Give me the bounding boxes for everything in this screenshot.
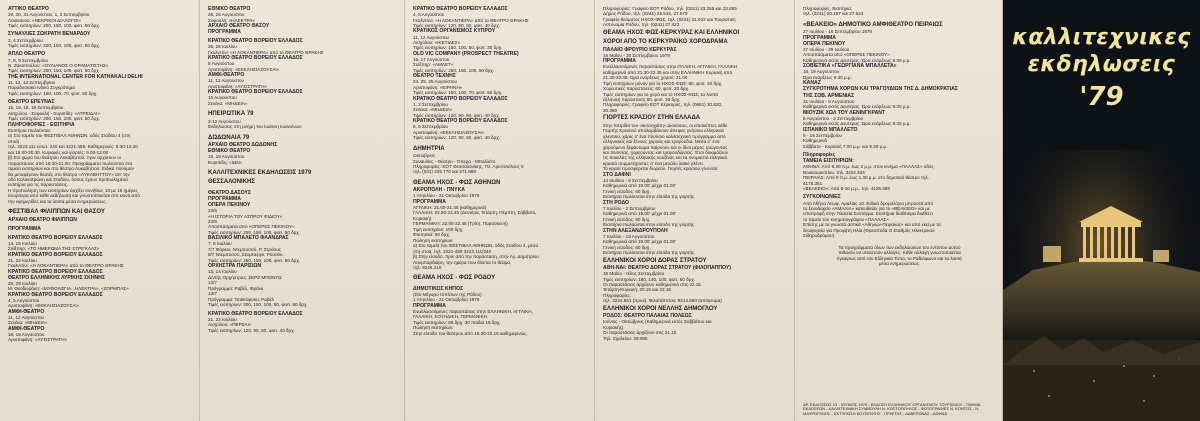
text-line: στοά) — [8, 138, 20, 144]
section-heading: ΑΡΧΑΙΟ ΘΕΑΤΡΟ ΦΙΛΙΠΠΩΝ — [8, 216, 77, 223]
section-heading: ΕΘΝΙΚΟ ΘΕΑΤΡΟ — [208, 148, 251, 154]
text-line: 21, 22 Ιουλίου — [8, 257, 37, 263]
text-line: Τιμές εισιτηρίων: 250, 150, 100, φοιτ. 50 δρχ. — [208, 229, 301, 235]
text-line: 7 Ιουλίου - 19 Αυγούστου — [603, 233, 655, 239]
text-line: Τιμές εισιτηρίων: 60 δρχ. 30 παιδιά 15 δρχ. — [413, 319, 501, 325]
section-heading: ΙΣΠΑΝΙΚΟ ΜΠΑΛΛΕΤΟ — [803, 126, 858, 133]
text-line: Τιμές εισιτηρίων: 200, 150, 100, φοιτ. 50 δρχ. — [8, 23, 101, 28]
text-line: Εκδηλώσεις στη μνήμη του Ιωάννη Ιωαννίνων — [208, 124, 302, 130]
section-heading: ΚΡΑΤΙΚΟ ΘΕΑΤΡΟ ΒΟΡΕΙΟΥ ΕΛΛΑΔΟΣ — [8, 291, 103, 298]
text-line: 11, 12, 13 Σεπτεμβρίου — [8, 80, 56, 85]
text-line: Τιμές εισιτηρίων: 250, 150, 100, 50 δρχ. — [413, 67, 495, 73]
section-heading: ΕΛΛΗΝΙΚΟΙ ΧΟΡΟΙ ΝΕΛΛΗΣ ΔΗΜΟΓΛΟΥ — [603, 305, 718, 312]
section-heading: ΚΡΑΤΙΚΟ ΘΕΑΤΡΟ ΒΟΡΕΙΟΥ ΕΛΛΑΔΟΣ — [208, 55, 303, 62]
spacer — [803, 17, 996, 20]
text-line: Αριστοφάνη: «ΕΙΡΗΝΗ» — [413, 84, 463, 90]
text-line: 11, 12 Αυγούστου — [8, 315, 45, 321]
section-heading: ΠΛΗΡΟΦΟΡΙΕΣ - ΕΙΣΙΤΗΡΙΑ — [8, 121, 75, 128]
text-line: ΓΑΛΛΙΚΗ, ΣΟΥΗΔΙΚΗ, ΓΕΡΜΑΝΙΚΗ — [413, 314, 487, 320]
section-heading: ΘΕΑΤΡΟ ΤΕΧΝΗΣ — [413, 73, 456, 80]
text-line: 11, 12 Αυγούστου — [208, 78, 245, 84]
text-line: Οι παραστάσεις άρχίζουν καθημερινά στις 22.15 — [603, 281, 701, 287]
text-line: Γενική είσοδος: 60 δρχ. — [603, 216, 651, 222]
text-line: (Στο Μέγαρο Ιππότων της Ρόδου) — [413, 291, 482, 297]
text-line: Τιμές εισιτηρίων: 200, 150, 100, 50, φοιτ. 50 δρχ. — [208, 302, 308, 308]
spacer — [208, 165, 398, 168]
text-line: Σενέκα: «ΜΗΔΕΙΑ» — [8, 320, 48, 326]
text-line: 21, 22 Ιουλίου — [208, 316, 237, 322]
text-line: Στην πατρίδα του «κισσοχαίτη» Διονύσου, οι επισκέπτες κάθε — [603, 122, 728, 128]
text-line: 27 Ιουλίου - 16 Σεπτεμβρίου 1979 — [803, 29, 872, 35]
section-heading: ΓΙΟΡΤΕΣ ΚΡΑΣΙΟΥ ΣΤΗΝ ΕΛΛΑΔΑ — [603, 115, 701, 122]
text-line: Χορευτικές παραστάσεις: 60, φοιτ. 20 δρχ. — [603, 86, 690, 92]
cover-panel — [1003, 0, 1200, 421]
text-line: 7 Ιουλίου - 2 Σεπτεμβρίου — [603, 205, 656, 211]
text-line: β) Στο χώρο του θεάτρου Λυκαβηττού, πριν αρχίσουν οι — [8, 155, 121, 161]
text-line: 1 Απριλίου - 31 Οκτωβρίου 1979 — [413, 193, 480, 199]
section-heading: THE INTERNATIONAL CENTER FOR KATHAKALI DELHI — [8, 73, 143, 80]
text-line: Τιμή εισιτηρίου: 100 δρχ. — [413, 226, 464, 232]
section-heading: ΚΡΑΤΙΚΟ ΘΕΑΤΡΟ ΒΟΡΕΙΟΥ ΕΛΛΑΔΟΣ — [8, 234, 103, 241]
text-line: Καθημερινά — [803, 138, 828, 144]
panel-5 — [795, 0, 1003, 421]
panel-1 — [0, 0, 200, 421]
text-line: Βουκουρεστίου. τηλ. 3224.434 — [803, 169, 865, 175]
text-line: μέσα ενημερώσεως. — [878, 261, 921, 267]
section-heading: ΠΡΟΓΡΑΜΜΑ — [803, 34, 836, 41]
text-line: ένωρίτερα από κάθε εκδήλωση και γνωστοποιείται στο κοινό από — [8, 193, 140, 199]
section-heading: ΤΗΣ ΣΟΒ. ΑΡΜΕΝΙΑΣ — [803, 92, 855, 99]
text-line: 25, 26 Ιουλίου — [208, 44, 237, 50]
section-heading: ΑΜΦΙ-ΘΕΑΤΡΟ — [208, 72, 245, 79]
text-line: τις ποικιλίες της ελληνικής κουζίνας και τα ονομαστά ελληνικά — [603, 155, 728, 161]
text-line: ελληνικούς και ξένους χορούς και τραγούδια. Μέσα σ' ένα — [603, 139, 720, 145]
text-line: γλεντιού, χάρις σ' ένα πλούσιο καλλιτεχνικό πρόγραμμα από — [603, 133, 726, 139]
text-line: Τετάρτη-Κυριακή: 20.15 και 22.15 — [603, 287, 671, 293]
text-line: Τηλ. Σχολείου: 29.085 — [603, 335, 648, 341]
text-line: Λουκιανού: «ΝΕΚΡΙΚΟΙ ΔΙΑΛΟΓΟΙ» — [8, 17, 82, 23]
section-heading: ΘΕΣΣΑΛΟΝΙΚΗΣ — [208, 179, 255, 186]
text-line: Μ. Θεοδωράκη: «ΜΥΘΟΛΟΓΙΑ...ΗΛΕΚΤΡΑ», «ΖΟΡΜΠΑΣ» — [8, 286, 129, 292]
text-line: Τιμή εισιτηρίων μόνον για το ΗΧΟΣ-ΦΩΣ: 80, φοιτ. 40 δρχ. — [603, 80, 723, 86]
section-heading: ΚΡΑΤΙΚΟ ΘΕΑΤΡΟ ΒΟΡΕΙΟΥ ΕΛΛΑΔΟΣ — [413, 95, 508, 102]
text-line: 13, 14 Ιουλίου — [208, 269, 237, 275]
text-line: Γκολντόνι: «Η ΛΟΚΑΝΤΙΕΡΑ» από το ΘΕΑΤΡΟ ΘΡΑΚΗΣ — [413, 17, 529, 23]
text-line: Πρόγραμμα: Ραβέλ, Φράνκ. — [208, 285, 265, 291]
section-heading: ΠΡΟΓΡΑΜΜΑ — [8, 225, 41, 232]
section-heading: ΣΤΟ ΔΑΦΝΙ — [603, 171, 631, 178]
section-heading: OLD VIC COMPANY (PROSPECT THEATRE) — [413, 50, 519, 57]
section-heading: ΘΕΑΜΑ ΗΧΟΣ ΦΩΣ-ΚΕΡΚΥΡΑΣ ΚΑΙ ΕΛΛΗΝΙΚΟΙ — [603, 29, 740, 36]
text-line: 5 - 16 Σεπτεμβρίου — [803, 132, 842, 138]
spacer — [413, 141, 588, 144]
text-line: Τιμές εισιτηρίων: 120, 90, 60, φοιτ. 40 δρχ. — [208, 327, 295, 333]
section-heading: ΚΡΑΤΙΚΟΣ ΟΡΓΑΝΙΣΜΟΣ ΚΥΠΡΟΥ — [413, 28, 496, 35]
text-line: Ευριπίδη: «ΙΩΝ» — [208, 159, 243, 165]
text-line: Κυριακής) — [603, 324, 624, 330]
section-heading: ΣΟΒΙΕΤΙΚΑ «ΓΕΩΡΓΙΑΝΑ ΜΠΑΛΛΕΤΑ» — [803, 63, 897, 70]
publication-footer: ΑΡ. ΕΚΔΟΣΕΩΣ 13 - ΙΟΥΝΙΟΣ 1979 - ΕΚΔΟΣΗ ΕΛΛΗΝΙΚΟΥ ΟΡΓΑΝΙΣΜΟΥ ΤΟΥΡΙΣΜΟΥ - ΤΜΗΜΑ ΕΚΔΟΣΕΩΝ - ΚΑΛΛΙΤΕΧΝΙΚΗ ΣΥΜΒΟΥΛΗ Ν. ΚΩΣΤΟΠΟΥΛΟΣ - ΦΩΤΟΓΡΑΦΙΕΣ Ν. ΚΟΝΤΟΣ - Ν. ΜΑΥΡΟΓΕΝΗΣ - ΕΚΤΥΠΩΣΗ ΚΟΥΣΕΝΤΗΣ - ΠΡΙΦΤΗΣ - ΔΑΒΕΡΩΝΑΣ - ΑΘΗΝΑ — [803, 401, 981, 417]
text-line: Καθημερινά από 19.00' μέχρι 01.00' — [603, 183, 677, 189]
text-line: λεωφορεία για Προφήτη Ηλία (Φρεαττύδα Ο Σταθμός Ηλεκτρικού — [803, 227, 935, 233]
text-line: Ιούνιος - Οκτώβριος (Καθημερινά εκτός Σαββάτου και — [603, 319, 712, 325]
text-line: Σάββατο - Κυριακή 7.00 μ.μ. και 9.30 μ.μ. — [803, 143, 888, 149]
section-heading: ΧΟΡΟΙ ΑΠΟ ΤΟ ΚΕΡΚΥΡΑΪΚΟ ΧΟΡΟΔΡΑΜΑ — [603, 39, 728, 46]
section-heading: ΘΕΑΤΡΟ ΕΛΛΗΝΙΚΗΣ ΛΥΡΙΚΗΣ ΣΚΗΝΗΣ — [8, 274, 105, 281]
section-heading: ΚΡΑΤΙΚΟ ΘΕΑΤΡΟ ΒΟΡΕΙΟΥ ΕΛΛΑΔΟΣ — [8, 251, 103, 258]
section-heading: ΣΤΗΝ ΑΛΕΞΑΝΔΡΟΥΠΟΛΗ — [603, 227, 668, 234]
text-line: 21.30-22.45. Ώρα ενάρξεως χορού: 21.00 — [603, 75, 688, 81]
text-line: θα μεταφέρουν θεατές στο θέατρο «ΛΥΚΑΒΗΤΤΟΥ» απ' την — [8, 171, 130, 177]
text-line: κρασιά συμμετέχοντας σ' ένα μεγάλο λαϊκό γλέντι. — [603, 160, 704, 166]
text-line: Αστυνομία Ρόδου, τηλ. (0241) 27.423 — [603, 22, 680, 28]
section-heading: ΟΠΕΡΑ ΠΕΚΙΝΟΥ — [208, 202, 251, 208]
text-line: Γκολντόνι: «Η ΛΟΚΑΝΤΙΕΡΑ» από το ΘΕΑΤΡΟ ΘΡΑΚΗΣ — [8, 263, 124, 269]
text-line: Πρόγραμμα: Τσαϊκόφσκυ, Ραβέλ — [208, 296, 274, 302]
text-line: Το κρασί προσφέρεται δωρεάν. Γιορτές κρασιού γίνονται: — [603, 166, 719, 172]
text-line: 31 Ιουλίου - 5 Αυγούστου — [803, 98, 855, 104]
text-line: Στην είσοδο του θεάτρου από 19.30-22.15 καθημερινώς. — [413, 330, 528, 336]
text-line: Καθημερινά εκτός Δευτέρας. Ώρα ενάρξεως 9.30 μ.μ. — [803, 121, 911, 127]
text-line: 15, 16, 18, 19 Σεπτεμβρίου — [8, 105, 64, 111]
text-line: το ταμείο του κινηματογράφου «ΠΑΛΛΑΣ» — [803, 216, 889, 222]
text-line: Εισιτήρια πωλούνται στην είσοδο της γιορτής — [603, 222, 695, 228]
section-heading: ΕΘΝΙΚΟ ΘΕΑΤΡΟ — [208, 6, 251, 12]
text-line: τηλ. 3223.111 εσωτ. 240 και 3221.459. Καθημερινές: 8.30-13.30 — [8, 144, 138, 150]
panel-3 — [405, 0, 595, 421]
text-line: Εισιτήρια πωλούνται: — [8, 127, 51, 133]
text-line: Φοιτητικό: 50 δρχ. — [413, 232, 451, 238]
text-line: α) Στο ταμείο του ΦΕΣΤΙΒΑΛ ΑΘΗΝΩΝ, οδός Σταδίου 4 (στη — [8, 133, 131, 139]
section-heading: ΤΑΜΕΙΑ ΕΙΣΙΤΗΡΙΩΝ: — [803, 158, 854, 165]
text-line: Αισχύλου - Σοφοκλή - Ευριπίδη: «ΑΤΡΕΙΔΑΙ» — [8, 110, 100, 116]
panel-4 — [595, 0, 795, 421]
text-line: Καθημερινά εκτός Δευτέρας. Ώρα ενάρξεως 9.30 μ.μ. — [803, 57, 911, 63]
text-line: Δήμος Ρόδου, τηλ. (0241) 25.515, 27.679 — [603, 11, 688, 17]
text-line: Σαίξπηρ: «ΤΟ ΗΜΕΡΩΜΑ ΤΗΣ ΣΤΡΙΓΚΛΑΣ» — [8, 246, 100, 252]
text-line: παραστάσεις από 18.30-21.00. Προγράμματα πωλούνται στα — [8, 160, 133, 166]
text-line: 15 Μαΐου - 30 Σεπτεμβρίου 1979 — [603, 52, 670, 58]
text-line: 14/7 — [208, 291, 217, 297]
text-line: 25, 26 Αυγούστου — [208, 12, 245, 18]
text-line: 16, 17 Αυγούστου — [413, 57, 450, 62]
text-line: Δ/ντής Ορχήστρας: ΣΕΡΖ ΜΠΟΝΤΩ — [208, 274, 282, 280]
text-line: Γενική είσοδος: 60 δρχ. — [603, 244, 651, 250]
section-heading: ΟΠΕΡΑ ΠΕΚΙΝΟΥ — [803, 40, 846, 47]
section-heading: ΠΡΟΓΡΑΜΜΑ — [413, 302, 446, 309]
text-line: Εναλλασσόμενες παραστάσεις στην ΕΛΛΗΝΙΚΗ, ΑΓΓΛΙΚΗ, — [413, 308, 533, 314]
text-line: Τιμές εισιτηρίων: 250, 150, 100, φοιτ. 50 δρχ. — [208, 257, 301, 263]
text-line: Συναυλίες - Θέατρο - Όπερα - Μπαλλέτο — [413, 158, 496, 164]
section-heading: Πληροφορίες — [803, 151, 836, 158]
text-line: Τιμές εισιτηρίων: 120, 90, 60, φοιτ. 40 δρχ. — [413, 135, 500, 141]
spacer — [208, 130, 398, 133]
text-line: πιθανόν να υποστούν αλλαγές. Κάθε αλλαγή γνωστοποιείται — [838, 250, 961, 256]
text-line: Πληροφορίες: Γραφείο ΕΟΤ Ρόδου, τηλ. (0241) 23.255 και 23.655 — [603, 6, 737, 11]
section-heading: ΦΕΣΤΙΒΑΛ ΦΙΛΙΠΠΩΝ ΚΑΙ ΘΑΣΟΥ — [8, 209, 105, 216]
text-line: Αριστοφάνη: «ΕΚΚΛΗΣΙΑΖΟΥΣΑΙ» — [8, 303, 80, 309]
text-line: Τιμές εισιτηρίων: 150, 100, 50, φοιτ. 30 δρχ. — [413, 45, 503, 51]
text-line: χαρούμενο ξεφάντωμα παίρνουν και οι ίδιοι μέρος τρώγοντας — [603, 144, 728, 150]
text-line: και 18.00-20.30. Κυριακές και γιορτές: 9.00-12.00 — [8, 149, 109, 155]
text-line: Τιμές εισιτηρίων: 180, 140, 100, φοιτ. 60 δρχ. — [603, 276, 696, 282]
text-line: 15 Αυγούστου — [208, 95, 237, 101]
section-heading: ΘΕΑΤΡΟ ΔΑΣΟΥΣ — [208, 189, 251, 196]
text-line: Πληροφορίες, Εισιτήρια: — [803, 6, 853, 11]
text-line: τηλ. 9226.210 — [413, 264, 442, 270]
text-line: καθημερινά από 21.30-22.45 και στην ΕΛΛΗΝΙΚΗ Κυριακή από — [603, 69, 733, 75]
cover-title — [1003, 24, 1200, 78]
text-line: Τιμές εισιτηρίων για το χορό και το ΗΧΟΣ-ΦΩΣ, τα λοιπά — [603, 91, 718, 97]
section-heading: ΚΑΝΑΖ — [803, 80, 821, 87]
text-line: Σαίξπηρ: «ΑΜΛΕΤ» — [413, 62, 454, 68]
text-line: Πληροφορίες: — [603, 292, 632, 298]
section-heading: ΑΤΤΙΚΟ ΘΕΑΤΡΟ — [8, 6, 49, 12]
text-line: Πληροφορίες: ΕΟΤ Θεσσαλονίκης, Πλ. Αριστοτέλους 8 — [413, 164, 524, 170]
text-line: Γραφείο θεάματος ΗΧΟΣ-ΦΩΣ, τηλ. (0241) 21.922 και Τουριστική — [603, 16, 736, 22]
text-line: ΑΓΓΛΙΚΗ: 21.00-21.45 (καθημερινά) — [413, 204, 487, 210]
section-heading: ΔΗΜΗΤΡΙΑ — [413, 145, 445, 152]
text-line: Πληροφορίες: Γραφείο ΕΟΤ Κέρκυρας, τηλ. (0661) 30.520, — [603, 102, 723, 108]
text-line: 23/6 — [208, 208, 217, 214]
text-line: β) Στην είσοδο, πριν από την παράσταση, στην Αγ. Δημητρίου — [413, 254, 539, 260]
cover-title-line-1: καλλιτεχνικες — [1012, 25, 1191, 50]
text-line: ΑΘΗΝΑ: Από 9.30 π.μ. έως 2 μ.μ. στον κινηµα «ΠΑΛΛΑΣ» οδός — [803, 164, 934, 170]
text-line: Οκτώβριος — [413, 153, 436, 159]
text-line: 7, 8, 9 Σεπτεμβρίου — [8, 57, 48, 63]
text-line: 1, 2 Σεπτεμβρίου — [413, 101, 448, 107]
text-line: Οι παραστάσεις άρχίζουν στις 21.15 — [603, 330, 677, 336]
text-line: Εισιτήρια πωλούνται στην είσοδο της γιορτής — [603, 250, 695, 256]
text-line: Καθημερινά από 19.00' μέχρι 01.00' — [603, 239, 677, 245]
section-heading: ΚΡΑΤΙΚΟ ΘΕΑΤΡΟ ΒΟΡΕΙΟΥ ΕΛΛΑΔΟΣ — [413, 6, 508, 12]
text-line: «ΒΕΑΚΕΙΟ»: Από 6-10 μ.μ., τηλ. 4125.498 — [803, 185, 890, 191]
text-line: 1 Απριλίου - 31 Οκτωβρίου 1979 — [413, 297, 480, 303]
text-line: Αισχύλου: «ΙΚΕΤΙΔΕΣ» — [413, 40, 461, 45]
text-line: 18, 19 Αυγούστου — [208, 154, 245, 160]
text-line: Αριστοφάνη: «ΛΥΣΙΣΤΡΑΤΗ» — [8, 337, 68, 343]
text-line: 4178.351 — [803, 180, 823, 186]
spacer — [413, 270, 588, 273]
text-line: Γενική είσοδος: 60 δρχ. — [603, 188, 651, 194]
section-heading: ΑΠΛΟ ΘΕΑΤΡΟ — [8, 51, 46, 58]
text-line: Πώληση εισιτηρίων: — [413, 325, 454, 331]
section-heading: ΠΑΛΑΙΟ ΦΡΟΥΡΙΟ ΚΕΡΚΥΡΑΣ — [603, 46, 677, 53]
spacer — [8, 204, 193, 207]
text-line: α) Στο ταμείο του ΦΕΣΤΙΒΑΛ ΑΘΗΝΩΝ, οδός Σταδίου 4, μέσα — [413, 243, 539, 249]
text-line: Παραδοσιακό Ινδικό Συγκρότημα — [8, 85, 75, 91]
text-line: το ξενοδοχείο «ΑΜΑΛΙΑ» κατευθείαν για το «ΒΕΑΚΕΙΟ» και με — [803, 205, 930, 211]
text-line: ΓΕΡΜΑΝΙΚΗ: 22.00-22.45 (Τρίτη, Παρασκευή) — [413, 221, 508, 227]
section-heading: ΣΥΓΚΡΟΤΗΜΑ ΧΟΡΩΝ ΚΑΙ ΤΡΑΓΟΥΔΙΩΝ ΤΗΣ Δ. ΔΗΜΟΚΡΑΤΙΑΣ — [803, 86, 958, 93]
text-line: 13/7 — [208, 280, 217, 286]
text-line: Κυριακή) — [413, 215, 432, 221]
text-line: Από Αθήνα Λεωφ. Αμαλίας 10. Ειδικά δρομολόγια μπροστά από — [803, 200, 934, 206]
text-line: Σενέκα: «ΜΗΔΕΙΑ» — [413, 107, 453, 113]
text-line: οδό Κολοκοτρώνη και Σταδίου, όσους έχουν προπωλημένα — [8, 176, 128, 182]
text-line: 24/6 — [208, 219, 217, 224]
text-line: 28, 29 Ιουλίου — [8, 281, 37, 287]
section-heading: ΜΙΟΥΖΙΚ ΧΩΛ ΤΟΥ ΛΕΝΙΝΓΚΡΑΝΤ — [803, 109, 886, 116]
text-line: 4, 5 Αυγούστου — [413, 12, 445, 18]
text-line: Καθημερινά εκτός Δευτέρας. Ώρα ενάρξεως 9.30 μ.μ. — [803, 104, 911, 110]
cover-year: '79 — [1079, 82, 1124, 112]
spacer — [208, 106, 398, 109]
text-line: 8, 9 Σεπτεμβρίου — [413, 124, 448, 130]
text-line: Εναλλασσόμενες παραστάσεις στην ΙΤΑΛΙΚΗ, ΑΓΓΛΙΚΗ, ΓΑΛΛΙΚΗ — [603, 64, 738, 70]
text-line: 18, 19 Αυγούστου — [8, 332, 45, 338]
text-line: 27 Ιουλίου - 29 Ιουλίου — [803, 46, 850, 52]
text-line: Τιμές εισιτηρίων: 150, 100, 70, φοιτ. 50 δρχ. — [413, 90, 503, 96]
text-line: ΓΑΛΛΙΚΗ: 22.00-22.45 (Δευτέρα, Τετάρτη, Πέμπτη, Σάββατο, — [413, 210, 537, 216]
text-line: ΠΕΙΡΑΙΑΣ: Από 9 π.μ. έως 1.30 μ.μ. στο δημοτικό θέατρο τηλ. — [803, 175, 929, 181]
section-heading: ΠΡΟΓΡΑΜΜΑ — [208, 195, 241, 202]
section-heading: ΘΕΑΜΑ ΗΧΟΣ - ΦΩΣ ΡΟΔΟΥ — [413, 275, 496, 282]
text-line: και πίνοντας, χορεύοντας και τραγουδώντας. Έτσι δοκιμάζουν — [603, 150, 729, 156]
text-line: Γκολντόνι: «Η ΛΟΚΑΝΤΙΕΡΑ» από το ΘΕΑΤΡΟ ΘΡΑΚΗΣ — [208, 49, 324, 55]
text-line: 3, 4 Σεπτεμβρίου — [8, 37, 43, 43]
section-heading: ΕΛΛΗΝΙΚΟΙ ΧΟΡΟΙ ΔΟΡΑΣ ΣΤΡΑΤΟΥ — [603, 257, 707, 264]
text-line: Λουμπαρδιάρη, την ημέρα που δίνεται το θέαμα, — [413, 259, 512, 265]
text-line: Αποσπάσματα από «ΟΠΕΡΕΣ ΠΕΚΙΝΟΥ» — [803, 52, 890, 58]
text-line: 29, 30, 31 Αυγούστου, 1, 2 Σεπτεμβρίου — [8, 12, 90, 18]
text-line: Αριστοφάνη: «ΛΥΣΙΣΤΡΑΤΗ» — [208, 83, 268, 89]
text-line: Γιορτής Κρασιού απολαμβάνουν άπειρες γνήσιου ελληνικού — [603, 128, 725, 134]
text-line: τηλ. 3224.861 (πρωί). Φιλοπάππου: 9214.650 (απόγευμα) — [603, 298, 722, 304]
section-heading: «ΒΕΑΚΕΙΟ» ΔΗΜΟΤΙΚΟ ΑΜΦΙΘΕΑΤΡΟ ΠΕΙΡΑΙΩΣ — [803, 21, 943, 28]
section-heading: ΟΡΧΗΣΤΡΑ ΠΑΡΙΣΙΩΝ — [208, 263, 262, 270]
section-heading: ΚΑΛΛΙΤΕΧΝΙΚΕΣ ΕΚΔΗΛΩΣΕΙΣ 1979 — [208, 170, 312, 176]
text-line: «Η ΙΣΤΟΡΙΑ ΤΟΥ ΑΣΠΡΟΥ ΦΙΔΙΟΥ» — [208, 213, 283, 219]
text-line: την εφημερίδες και τα λοιπά μέσα ενημερώσεως. — [8, 198, 107, 204]
section-heading: ΚΡΑΤΙΚΟ ΘΕΑΤΡΟ ΒΟΡΕΙΟΥ ΕΛΛΑΔΟΣ — [208, 310, 303, 317]
section-heading: ΘΕΑΜΑ ΗΧΟΣ - ΦΩΣ ΑΘΗΝΩΝ — [413, 179, 501, 186]
section-heading: ΚΡΑΤΙΚΟ ΘΕΑΤΡΟ ΒΟΡΕΙΟΥ ΕΛΛΑΔΟΣ — [413, 118, 508, 125]
text-line: Τιμές εισιτηρίων: 200, 150, 100, φοιτ. 50 δρχ. — [8, 68, 101, 74]
section-heading: ΚΡΑΤΙΚΟ ΘΕΑΤΡΟ ΒΟΡΕΙΟΥ ΕΛΛΑΔΟΣ — [208, 38, 303, 45]
text-line: 14, 15 Ιουλίου — [8, 240, 37, 246]
section-heading: ΑΚΡΟΠΟΛΗ - ΠΝΥΚΑ — [413, 187, 465, 194]
text-line: Τιμές εισιτηρίων: 200, 150, 100, φοιτ. 50 δρχ. — [8, 43, 101, 48]
text-line: 18, 19 Αυγούστου — [803, 69, 840, 75]
section-heading: ΑΡΧΑΙΟ ΘΕΑΤΡΟ ΘΑΣΟΥ — [208, 23, 270, 29]
text-line: Αριστοφάνη: «ΕΚΚΛΗΣΙΑΖΟΥΣΑΙ» — [413, 129, 485, 135]
text-line: ταμεία εισιτηρίων και στο θέατρο Λυκαβηττού. Ειδικά πούλμαν — [8, 166, 134, 172]
spacer — [413, 175, 588, 178]
section-heading: ΒΑΣΙΛΙΚΟ ΜΠΑΛΕΤΟ ΦΛΑΝΔΡΑΣ — [208, 235, 289, 242]
section-heading: ΡΟΔΟΣ: ΘΕΑΤΡΟ ΠΑΛΑΙΑΣ ΠΟΛΕΩΣ — [603, 313, 692, 320]
panel-2 — [200, 0, 405, 421]
text-line: Επίσης με τα γνωστά αστικά «Αθηνών-Πειραιώς» και από εκεί με τα — [803, 222, 941, 228]
section-heading: ΑΡΧΑΙΟ ΘΕΑΤΡΟ ΔΩΔΩΝΗΣ — [208, 141, 278, 148]
text-line: Τα προγράμματα όλων των εκδηλώσεων του εντύπου αυτού — [838, 244, 961, 250]
section-heading: ΠΡΟΓΡΑΜΜΑ — [603, 58, 636, 65]
section-heading: ΣΤΗ ΡΟΔΟ — [603, 199, 629, 206]
text-line: ελληνική παράσταση 60, φοιτ. 30 δρχ. — [603, 96, 681, 102]
section-heading: ΑΘΗ-ΝΑΙ: ΘΕΑΤΡΟ ΔΟΡΑΣ ΣΤΡΑΤΟΥ (ΦΙΛΟΠΑΠΠΟΥ) — [603, 264, 731, 271]
text-line: Σοφοκλή: «ΗΛΕΚΤΡΑ» — [208, 17, 255, 23]
text-line: Καθημερινά από 19.00' μέχρι 01.00' — [603, 211, 677, 217]
cover-title-line-2: εκδηλωσεις — [1027, 52, 1176, 77]
acropolis-night-photo — [1003, 150, 1200, 421]
text-line: 7/7 Φόρκιν, Ντεμπυσσύ, Ρ. Στράους — [208, 246, 281, 252]
text-line: Αριστοφάνη: «ΕΚΚΛΗΣΙΑΖΟΥΣΑΙ» — [208, 66, 280, 72]
text-line: 15 Μαΐου - τέλος Σεπτεμβρίου — [603, 271, 665, 277]
section-heading: ΚΡΑΤΙΚΟ ΘΕΑΤΡΟ ΒΟΡΕΙΟΥ ΕΛΛΑΔΟΣ — [208, 89, 303, 96]
text-line: Ώρα ενάρξεως 9.30 μ.μ. — [803, 74, 852, 80]
text-line: 8 Αυγούστου — [208, 61, 235, 67]
section-heading: ΑΜΦΙ-ΘΕΑΤΡΟ — [8, 308, 45, 315]
section-heading: ΑΜΦΙ-ΘΕΑΤΡΟ — [8, 325, 45, 332]
text-line: έγκαιρως από τον Ελληνικό Τύπο, το Ραδιόφωνο και τα λοιπά — [837, 255, 962, 261]
text-line: τηλ. (031) 225.770 και 271.888 — [413, 169, 476, 175]
section-heading: ΘΕΑΤΡΟ ΕΡΕΥΝΑΣ — [8, 99, 55, 106]
text-line: Τιμές εισιτηρίων: 120, 90, 60, φοιτ. 40 δρχ. — [413, 23, 500, 28]
text-line: 24, 25, 26 Αυγούστου — [413, 79, 458, 85]
text-line: Η προπώληση των εισιτηρίων άρχίζει συνήθως 10 με 15 ημέρες — [8, 187, 138, 193]
text-line: 11, 12 Αυγούστου — [413, 34, 450, 40]
text-line: Τιμές εισιτηρίων: 120, 90, 60, φοιτ. 40 δρχ. — [413, 112, 500, 118]
section-heading: ΗΠΕΙΡΩΤΙΚΑ 79 — [208, 111, 254, 118]
text-line: 8/7 Ντεμπυσσύ, Σένμπεργκ, Ροσσίνι. — [208, 252, 284, 258]
text-line: Εισιτήρια πωλούνται στην είσοδο της γιορτής — [603, 194, 695, 200]
section-heading: ΠΡΟΓΡΑΜΜΑ — [208, 29, 241, 36]
text-line: Τιμές εισιτηρίων: 150, 100, 70, φοιτ. 50 δρχ. — [8, 90, 98, 96]
text-line: Πώληση εισιτηρίων: — [413, 237, 454, 243]
text-line: 14 Ιουλίου - 5 Σεπτεμβρίου — [603, 177, 658, 183]
text-line: τηλ. (0241) 20.157 και 27.524 — [803, 11, 864, 17]
text-line: Σιδηροδρόμου). — [803, 233, 836, 239]
text-line: Σενέκα: «ΜΗΔΕΙΑ» — [208, 100, 248, 106]
text-line: 4, 5 Αυγούστου — [8, 298, 40, 304]
text-line: Τιμές εισιτηρίων: 200, 150, 100, φοιτ. 50 δρχ. — [8, 116, 101, 122]
text-line: επιστροφή στην Πλατεία Συντάγµα. Εισιτήρια διαθέσιμα διαθέτει — [803, 211, 933, 217]
text-line: στη στοά, τηλ. 3221-459 3223.111/240 — [413, 248, 492, 254]
text-line: 8 Αυγούστου - 2 Σεπτεμβρίου — [803, 115, 863, 121]
section-heading: ΔΩΔΩΝΑΙΑ 79 — [208, 134, 250, 141]
section-heading: ΚΡΑΤΙΚΟ ΘΕΑΤΡΟ ΒΟΡΕΙΟΥ ΕΛΛΑΔΟΣ — [8, 268, 103, 275]
text-line: εισιτήρια για τις παραστάσεις. — [8, 182, 69, 188]
section-heading: ΣΥΝΑΥΛΙΕΣ ΣΩΚΡΑΤΗ ΒΕΝΑΡΔΟΥ — [8, 31, 91, 38]
text-line: 30.360 — [603, 107, 618, 113]
text-line: Αισχύλου: «ΠΕΡΣΑΙ» — [208, 322, 252, 328]
text-line: Ν. Ζακοπούλου: «ΟΥΛΙΑΝΟΣ Ο ΟΡΑΜΑΤΙΣΤΗΣ» — [8, 63, 109, 68]
text-line: 2-12 Αυγούστου — [208, 118, 241, 124]
section-heading: ΠΡΟΓΡΑΜΜΑ — [413, 198, 446, 205]
text-line: 7, 8 Ιουλίου — [208, 241, 232, 247]
section-heading: ΔΗΜΟΤΙΚΟΣ ΚΗΠΟΣ — [413, 285, 464, 292]
text-line: Αποσπάσματα από «ΟΠΕΡΕΣ ΠΕΚΙΝΟΥ» — [208, 224, 295, 230]
section-heading: ΣΥΓΚΟΙΝΩΝΙΕΣ — [803, 194, 841, 201]
